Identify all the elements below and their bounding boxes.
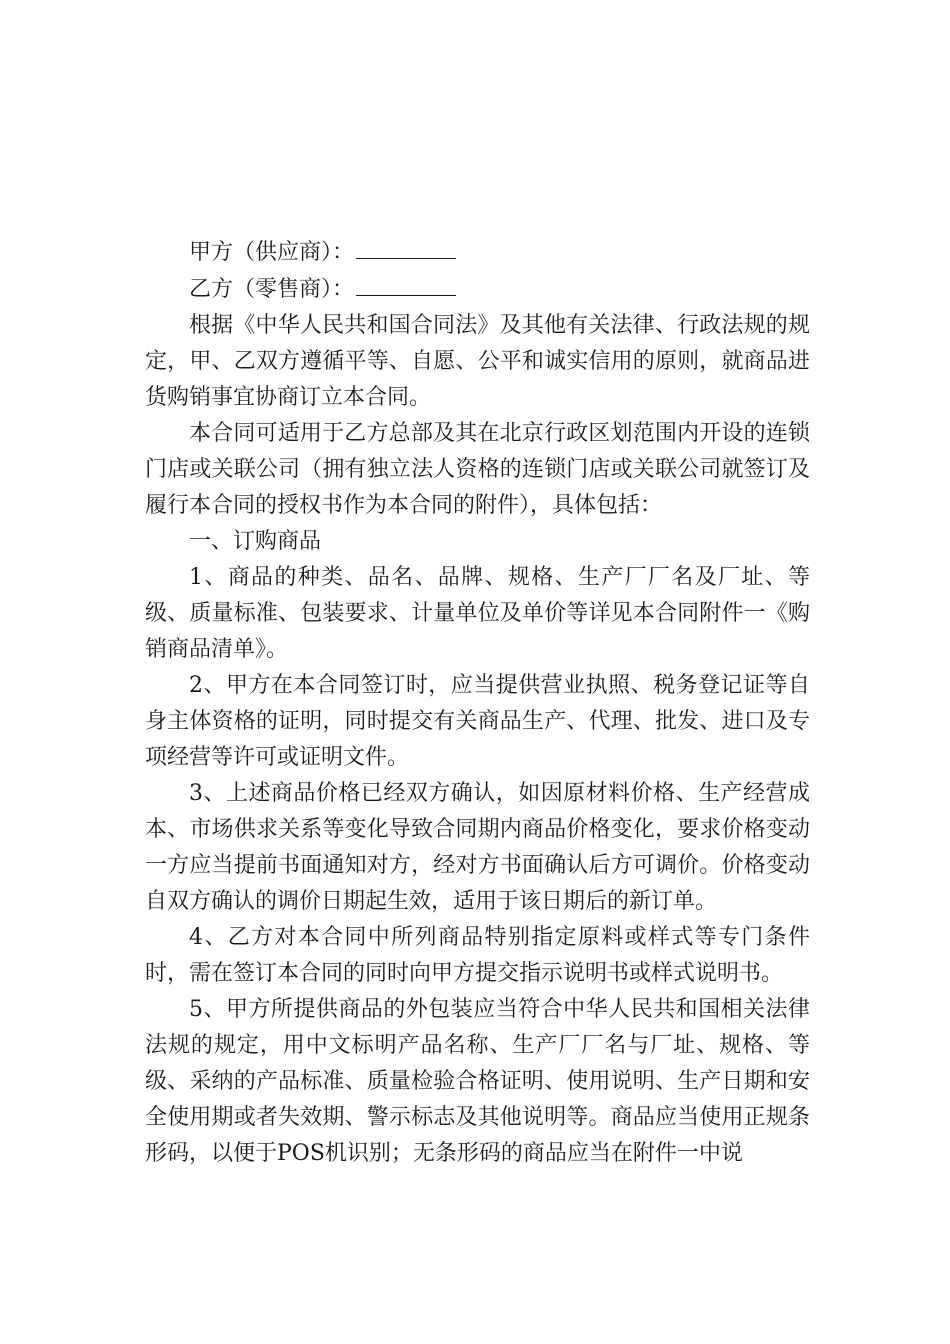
clause-2: 2、甲方在本合同签订时，应当提供营业执照、税务登记证等自身主体资格的证明，同时提交有关商品生产、代理、批发、进口及专项经营等许可或证明文件。 [145,673,810,770]
party-a-label: 甲方（供应商）： [189,240,355,265]
clause-5: 5、甲方所提供商品的外包装应当符合中华人民共和国相关法律法规的规定，用中文标明产品名称、生产厂厂名与厂址、规格、等级、采纳的产品标准、质量检验合格证明、使用说明、生产日期和安全使用期或者失效期、警示标志及其他说明等。商品应当使用正规条形码，以便于POS机识别；无条形码的商品应当在附件一中说 [145,997,810,1166]
party-b-blank [356,271,456,296]
party-b-line [145,271,810,308]
clause-4: 4、乙方对本合同中所列商品特别指定原料或样式等专门条件时，需在签订本合同的同时向甲方提交指示说明书或样式说明书。 [145,925,810,986]
scope-paragraph: 本合同可适用于乙方总部及其在北京行政区划范围内开设的连锁门店或关联公司（拥有独立法人资格的连锁门店或关联公司就签订及履行本合同的授权书作为本合同的附件），具体包括： [145,421,810,518]
contract-body [145,234,810,1172]
clause-1: 1、商品的种类、品名、品牌、规格、生产厂厂名及厂址、等级、质量标准、包装要求、计量单位及单价等详见本合同附件一《购销商品清单》。 [145,565,810,662]
party-a-blank [356,234,456,259]
clause-3: 3、上述商品价格已经双方确认，如因原材料价格、生产经营成本、市场供求关系等变化导致合同期内商品价格变化，要求价格变动一方应当提前书面通知对方，经对方书面确认后方可调价。价格变动自双方确认的调价日期起生效，适用于该日期后的新订单。 [145,781,810,914]
party-a-line [145,234,810,271]
party-b-label: 乙方（零售商）： [189,277,355,302]
section-heading: 一、订购商品 [189,529,322,554]
preamble-paragraph: 根据《中华人民共和国合同法》及其他有关法律、行政法规的规定，甲、乙双方遵循平等、自愿、公平和诚实信用的原则，就商品进货购销事宜协商订立本合同。 [145,313,810,410]
